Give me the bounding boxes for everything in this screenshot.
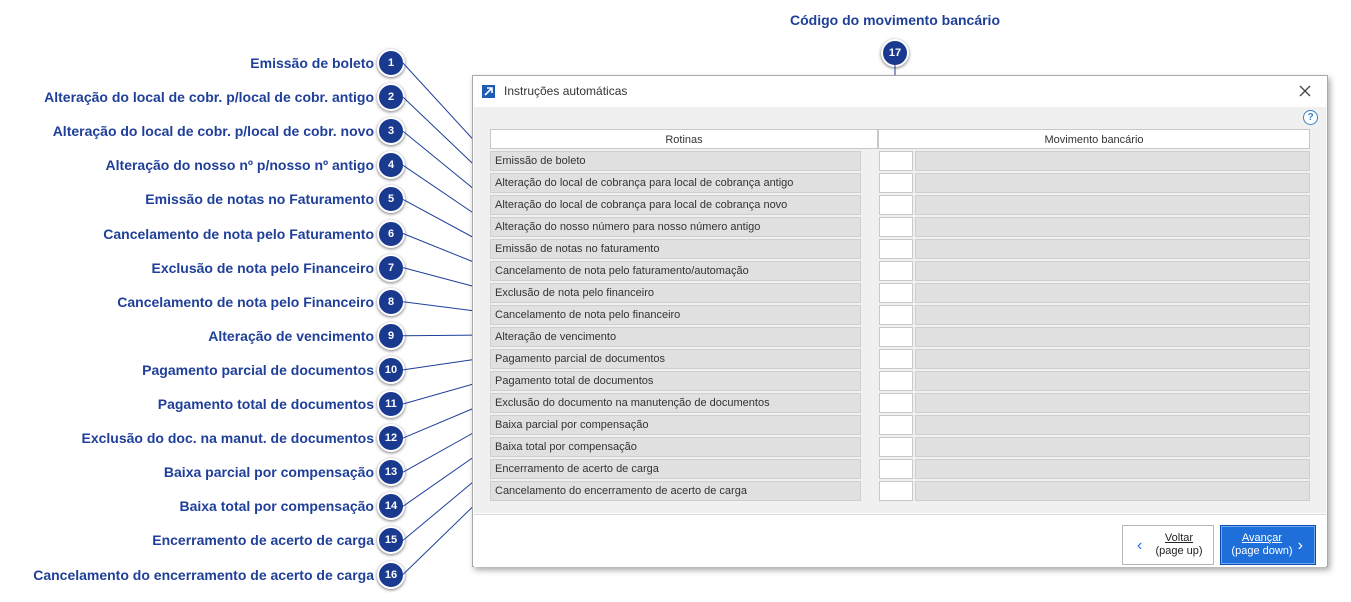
- next-button-shortcut: (page down): [1231, 545, 1293, 557]
- callout-label: Cancelamento do encerramento de acerto de carga: [33, 566, 374, 583]
- callout-badge: 14: [377, 492, 405, 520]
- bank-movement-code-input[interactable]: [879, 393, 913, 413]
- callout-label: Emissão de notas no Faturamento: [145, 191, 374, 208]
- callout-label: Cancelamento de nota pelo Faturamento: [103, 225, 374, 242]
- chevron-right-icon: ›: [1297, 537, 1303, 554]
- bank-movement-code-input[interactable]: [879, 283, 913, 303]
- bank-movement-code-input[interactable]: [879, 195, 913, 215]
- bank-movement-code-input[interactable]: [879, 371, 913, 391]
- bank-movement-description: [915, 349, 1310, 369]
- callout-label: Encerramento de acerto de carga: [152, 532, 374, 549]
- dialog-content: [474, 107, 1326, 513]
- callout-badge: 11: [377, 390, 405, 418]
- callout-label: Cancelamento de nota pelo Financeiro: [117, 293, 374, 310]
- callout-label: Alteração do local de cobr. p/local de cobr. novo: [52, 123, 374, 140]
- back-button[interactable]: [1122, 525, 1214, 565]
- routine-label: Alteração do local de cobrança para local de cobrança antigo: [490, 173, 861, 193]
- bank-movement-code-input[interactable]: [879, 239, 913, 259]
- callout-badge: 8: [377, 288, 405, 316]
- chevron-left-icon: ‹: [1137, 537, 1143, 554]
- instrucoes-dialog: [472, 75, 1328, 567]
- bank-movement-description: [915, 151, 1310, 171]
- bank-movement-description: [915, 217, 1310, 237]
- callout-badge: 16: [377, 561, 405, 589]
- routine-label: Encerramento de acerto de carga: [490, 459, 861, 479]
- callout-label: Alteração de vencimento: [208, 327, 374, 344]
- bank-movement-description: [915, 371, 1310, 391]
- bank-movement-code-input[interactable]: [879, 481, 913, 501]
- routine-label: Exclusão de nota pelo financeiro: [490, 283, 861, 303]
- callout-badge: 5: [377, 185, 405, 213]
- callout-badge: 10: [377, 356, 405, 384]
- callout-label: Exclusão de nota pelo Financeiro: [151, 259, 374, 276]
- callout-label: Alteração do nosso nº p/nosso nº antigo: [105, 157, 374, 174]
- bank-movement-code-input[interactable]: [879, 173, 913, 193]
- top-callout-label: Código do movimento bancário: [789, 12, 1000, 28]
- help-icon[interactable]: ?: [1303, 110, 1318, 125]
- bank-movement-code-input[interactable]: [879, 459, 913, 479]
- callout-badge: 15: [377, 526, 405, 554]
- routine-label: Emissão de boleto: [490, 151, 861, 171]
- titlebar: [473, 76, 1327, 106]
- bank-movement-code-input[interactable]: [879, 261, 913, 281]
- bank-movement-description: [915, 459, 1310, 479]
- back-button-label: Voltar: [1164, 532, 1194, 544]
- window-title: Instruções automáticas: [504, 84, 628, 98]
- routine-label: Baixa total por compensação: [490, 437, 861, 457]
- routine-label: Alteração de vencimento: [490, 327, 861, 347]
- app-shortcut-icon: [482, 85, 495, 98]
- callout-badge: 13: [377, 458, 405, 486]
- bank-movement-description: [915, 305, 1310, 325]
- close-icon: [1295, 81, 1315, 101]
- dialog-footer: [474, 514, 1326, 567]
- column-header-rotinas: Rotinas: [490, 129, 878, 149]
- routine-label: Pagamento total de documentos: [490, 371, 861, 391]
- next-button-label: Avançar: [1241, 532, 1283, 544]
- routine-label: Pagamento parcial de documentos: [490, 349, 861, 369]
- bank-movement-code-input[interactable]: [879, 349, 913, 369]
- callout-badge-17: 17: [881, 39, 909, 67]
- routine-label: Exclusão do documento na manutenção de documentos: [490, 393, 861, 413]
- callout-label: Exclusão do doc. na manut. de documentos: [81, 430, 374, 447]
- bank-movement-description: [915, 173, 1310, 193]
- bank-movement-description: [915, 393, 1310, 413]
- bank-movement-code-input[interactable]: [879, 151, 913, 171]
- callout-badge: 9: [377, 322, 405, 350]
- callout-badge: 2: [377, 83, 405, 111]
- bank-movement-description: [915, 239, 1310, 259]
- column-header-movimento: Movimento bancário: [878, 129, 1310, 149]
- bank-movement-description: [915, 327, 1310, 347]
- callout-badge: 4: [377, 151, 405, 179]
- callout-badge: 7: [377, 254, 405, 282]
- bank-movement-description: [915, 283, 1310, 303]
- close-button[interactable]: [1295, 81, 1315, 101]
- bank-movement-description: [915, 437, 1310, 457]
- routine-label: Cancelamento do encerramento de acerto de carga: [490, 481, 861, 501]
- routine-label: Emissão de notas no faturamento: [490, 239, 861, 259]
- back-button-shortcut: (page up): [1155, 545, 1203, 557]
- callout-label: Pagamento total de documentos: [157, 396, 374, 412]
- routine-label: Alteração do nosso número para nosso número antigo: [490, 217, 861, 237]
- routine-label: Cancelamento de nota pelo faturamento/automação: [490, 261, 861, 281]
- callout-label: Pagamento parcial de documentos: [142, 361, 374, 378]
- bank-movement-code-input[interactable]: [879, 305, 913, 325]
- callout-badge: 1: [377, 49, 405, 77]
- bank-movement-code-input[interactable]: [879, 327, 913, 347]
- bank-movement-description: [915, 195, 1310, 215]
- routine-label: Alteração do local de cobrança para local de cobrança novo: [490, 195, 861, 215]
- bank-movement-description: [915, 261, 1310, 281]
- callout-label: Emissão de boleto: [250, 55, 374, 71]
- callout-badge: 6: [377, 220, 405, 248]
- callout-label: Alteração do local de cobr. p/local de cobr. antigo: [44, 89, 374, 106]
- callout-label: Baixa total por compensação: [179, 498, 374, 515]
- bank-movement-code-input[interactable]: [879, 217, 913, 237]
- bank-movement-description: [915, 415, 1310, 435]
- routine-label: Baixa parcial por compensação: [490, 415, 861, 435]
- callout-badge: 12: [377, 424, 405, 452]
- bank-movement-code-input[interactable]: [879, 415, 913, 435]
- next-button[interactable]: [1220, 525, 1316, 565]
- routine-label: Cancelamento de nota pelo financeiro: [490, 305, 861, 325]
- bank-movement-description: [915, 481, 1310, 501]
- callout-badge: 3: [377, 117, 405, 145]
- bank-movement-code-input[interactable]: [879, 437, 913, 457]
- callout-label: Baixa parcial por compensação: [163, 464, 374, 481]
